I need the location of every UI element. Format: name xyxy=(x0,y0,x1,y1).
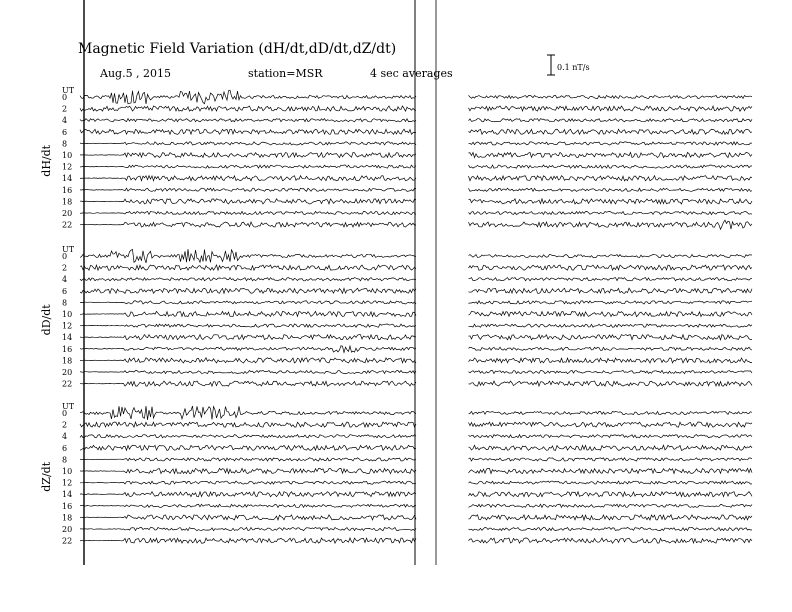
trace-row xyxy=(80,435,752,438)
hour-label: 8 xyxy=(62,455,68,465)
hour-label: 0 xyxy=(62,409,68,418)
hour-label: 0 xyxy=(62,252,68,261)
trace-row xyxy=(80,90,752,104)
trace-row xyxy=(80,211,752,214)
hour-label: 2 xyxy=(62,104,68,114)
hour-label: 2 xyxy=(62,263,68,273)
hour-label: 22 xyxy=(62,379,73,389)
panel-0 xyxy=(40,86,752,230)
hour-label: 10 xyxy=(62,467,73,476)
trace-row xyxy=(80,346,752,353)
scale-label: 0.1 nT/s xyxy=(557,63,590,72)
hour-label: 18 xyxy=(62,513,73,523)
trace-row xyxy=(80,358,752,363)
hour-label: 6 xyxy=(62,127,68,137)
hour-label: 10 xyxy=(62,310,73,319)
panel-label: dZ/dt xyxy=(40,461,53,492)
trace-row xyxy=(80,301,752,304)
hour-label: 14 xyxy=(62,490,73,500)
ut-label: UT xyxy=(62,402,75,411)
trace-row xyxy=(80,188,752,191)
hour-label: 8 xyxy=(62,298,68,308)
trace-row xyxy=(80,504,752,507)
trace-row xyxy=(80,249,752,263)
trace-row xyxy=(80,515,752,520)
trace-row xyxy=(80,142,752,145)
trace-row xyxy=(80,458,752,461)
dividers xyxy=(84,0,436,565)
panel-2 xyxy=(40,402,752,546)
date-label: Aug.5 , 2015 xyxy=(100,67,172,80)
trace-row xyxy=(80,538,752,543)
hour-label: 18 xyxy=(62,197,73,207)
panel-label: dH/dt xyxy=(40,144,53,177)
hour-label: 4 xyxy=(62,116,68,126)
hour-label: 4 xyxy=(62,432,68,442)
hour-label: 16 xyxy=(62,501,73,511)
hour-label: 12 xyxy=(62,321,73,331)
hour-label: 4 xyxy=(62,275,68,285)
hour-label: 12 xyxy=(62,162,73,172)
trace-row xyxy=(80,381,752,386)
trace-row xyxy=(80,199,752,204)
hour-label: 22 xyxy=(62,536,73,546)
panels xyxy=(40,86,752,546)
trace-row xyxy=(80,445,752,450)
hour-label: 6 xyxy=(62,286,68,296)
hour-label: 22 xyxy=(62,220,73,230)
hour-label: 14 xyxy=(62,333,73,343)
trace-row xyxy=(80,152,752,157)
hour-label: 20 xyxy=(62,209,73,218)
ut-label: UT xyxy=(62,86,75,95)
averaging-label: 4 sec averages xyxy=(370,67,453,80)
trace-row xyxy=(80,165,752,168)
hour-label: 0 xyxy=(62,93,68,102)
scale-bar xyxy=(547,55,590,75)
hour-label: 18 xyxy=(62,356,73,366)
hour-label: 2 xyxy=(62,420,68,430)
trace-row xyxy=(80,335,752,340)
ut-label: UT xyxy=(62,245,75,254)
trace-row xyxy=(80,406,752,420)
hour-label: 16 xyxy=(62,185,73,195)
hour-label: 12 xyxy=(62,478,73,488)
trace-row xyxy=(80,176,752,181)
chart-title: Magnetic Field Variation (dH/dt,dD/dt,dZ/dt) xyxy=(78,41,397,57)
station-label: station=MSR xyxy=(248,67,323,80)
hour-label: 20 xyxy=(62,525,73,534)
trace-row xyxy=(80,311,752,316)
trace-row xyxy=(80,370,752,373)
trace-row xyxy=(80,220,752,229)
trace-row xyxy=(80,324,752,327)
hour-label: 10 xyxy=(62,151,73,160)
trace-row xyxy=(80,288,752,293)
hour-label: 16 xyxy=(62,344,73,354)
trace-row xyxy=(80,527,752,530)
trace-row xyxy=(80,492,752,497)
hour-label: 8 xyxy=(62,139,68,149)
trace-row xyxy=(80,481,752,484)
trace-row xyxy=(80,422,752,427)
trace-row xyxy=(80,119,752,122)
trace-row xyxy=(80,129,752,134)
panel-label: dD/dt xyxy=(40,304,53,336)
hour-label: 6 xyxy=(62,443,68,453)
hour-label: 14 xyxy=(62,174,73,184)
trace-row xyxy=(80,468,752,473)
trace-row xyxy=(80,265,752,270)
trace-row xyxy=(80,278,752,281)
hour-label: 20 xyxy=(62,368,73,377)
trace-row xyxy=(80,106,752,111)
panel-1 xyxy=(40,245,752,389)
